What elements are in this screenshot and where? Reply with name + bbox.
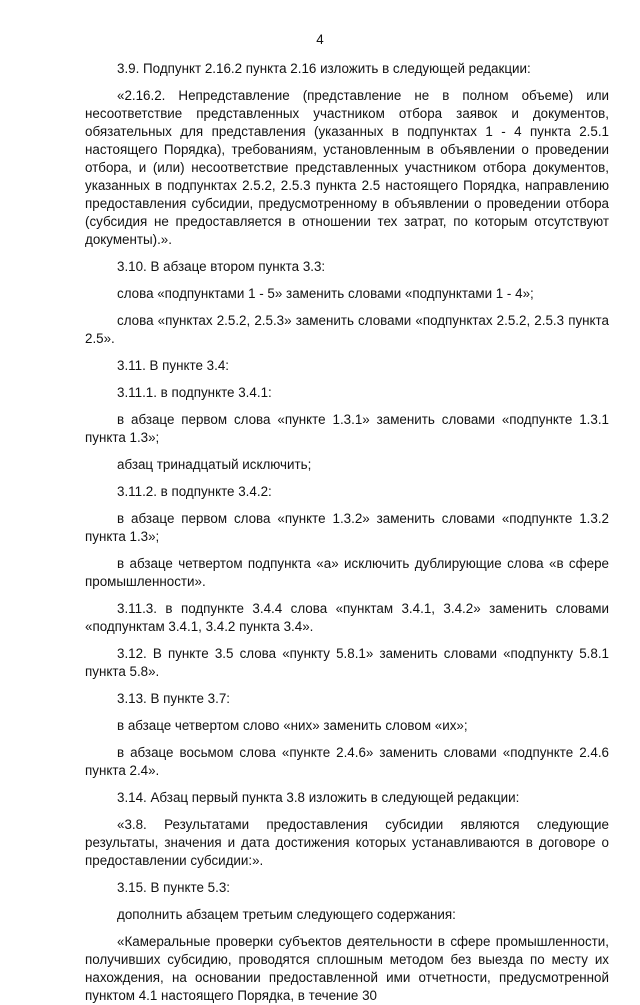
- paragraph-3-13-replace-2: в абзаце восьмом слова «пункте 2.4.6» заменить словами «подпункте 2.4.6 пункта 2.4».: [85, 745, 609, 778]
- document-body: [85, 60, 609, 1005]
- paragraph-3-12: 3.12. В пункте 3.5 слова «пункту 5.8.1» заменить словами «подпункту 5.8.1 пункта 5.8».: [85, 646, 609, 679]
- paragraph-3-10-replace-2: слова «пунктах 2.5.2, 2.5.3» заменить словами «подпунктах 2.5.2, 2.5.3 пункта 2.5».: [85, 313, 609, 346]
- paragraph-3-11-1-replace: в абзаце первом слова «пункте 1.3.1» заменить словами «подпункте 1.3.1 пункта 1.3»;: [85, 412, 609, 445]
- paragraph-3-8-quote: «3.8. Результатами предоставления субсидии являются следующие результаты, значения и дата достижения которых устанавливаются в договоре о предоставлении субсидии:».: [85, 817, 609, 868]
- paragraph-3-10: 3.10. В абзаце втором пункта 3.3:: [117, 259, 326, 274]
- paragraph-3-11-2-exclude: в абзаце четвертом подпункта «а» исключить дублирующие слова «в сфере промышленности».: [85, 556, 609, 589]
- paragraph-3-13: 3.13. В пункте 3.7:: [117, 691, 230, 706]
- paragraph-3-11-2: 3.11.2. в подпункте 3.4.2:: [117, 484, 272, 499]
- paragraph-5-3-quote: «Камеральные проверки субъектов деятельности в сфере промышленности, получивших субсидию, проводятся сплошным методом без выезда по месту их нахождения, на основании предоставленной ими отчетности, предусмотренной пунктом 4.1 настоящего Порядка, в течение 30: [85, 934, 609, 1003]
- paragraph-3-15-add: дополнить абзацем третьим следующего содержания:: [117, 907, 456, 922]
- page-number: 4: [316, 32, 324, 47]
- paragraph-3-11: 3.11. В пункте 3.4:: [117, 358, 229, 373]
- paragraph-3-14: 3.14. Абзац первый пункта 3.8 изложить в следующей редакции:: [117, 790, 520, 805]
- paragraph-3-10-replace-1: слова «подпунктами 1 - 5» заменить словами «подпунктами 1 - 4»;: [117, 286, 534, 301]
- paragraph-3-11-3: 3.11.3. в подпункте 3.4.4 слова «пунктам 3.4.1, 3.4.2» заменить словами «подпунктам 3.4.1, 3.4.2 пункта 3.4».: [85, 601, 609, 634]
- paragraph-3-13-replace-1: в абзаце четвертом слово «них» заменить словом «их»;: [117, 718, 468, 733]
- paragraph-2-16-2-quote: «2.16.2. Непредставление (представление не в полном объеме) или несоответствие представленных участником отбора заявок и документов, обязательных для представления (указанных в подпунктах 1 - 4 пункта 2.5.1 настоящего Порядка), требованиям, установленным в объявлении о проведении отбора, и (или) несоответствие представленных участником отбора документов, указанных в подпунктах 2.5.2, 2.5.3 пункта 2.5 настоящего Порядка, направлению предоставления субсидии, предусмотренному в объявлении о проведении отбора (субсидия не предоставляется в отношении тех затрат, по которым отсутствуют документы).».: [85, 88, 609, 247]
- paragraph-3-9: 3.9. Подпункт 2.16.2 пункта 2.16 изложить в следующей редакции:: [117, 61, 531, 76]
- paragraph-3-15: 3.15. В пункте 5.3:: [117, 880, 230, 895]
- paragraph-3-11-2-replace: в абзаце первом слова «пункте 1.3.2» заменить словами «подпункте 1.3.2 пункта 1.3»;: [85, 511, 609, 544]
- paragraph-3-11-1: 3.11.1. в подпункте 3.4.1:: [117, 385, 272, 400]
- paragraph-3-11-1-exclude: абзац тринадцатый исключить;: [117, 457, 312, 472]
